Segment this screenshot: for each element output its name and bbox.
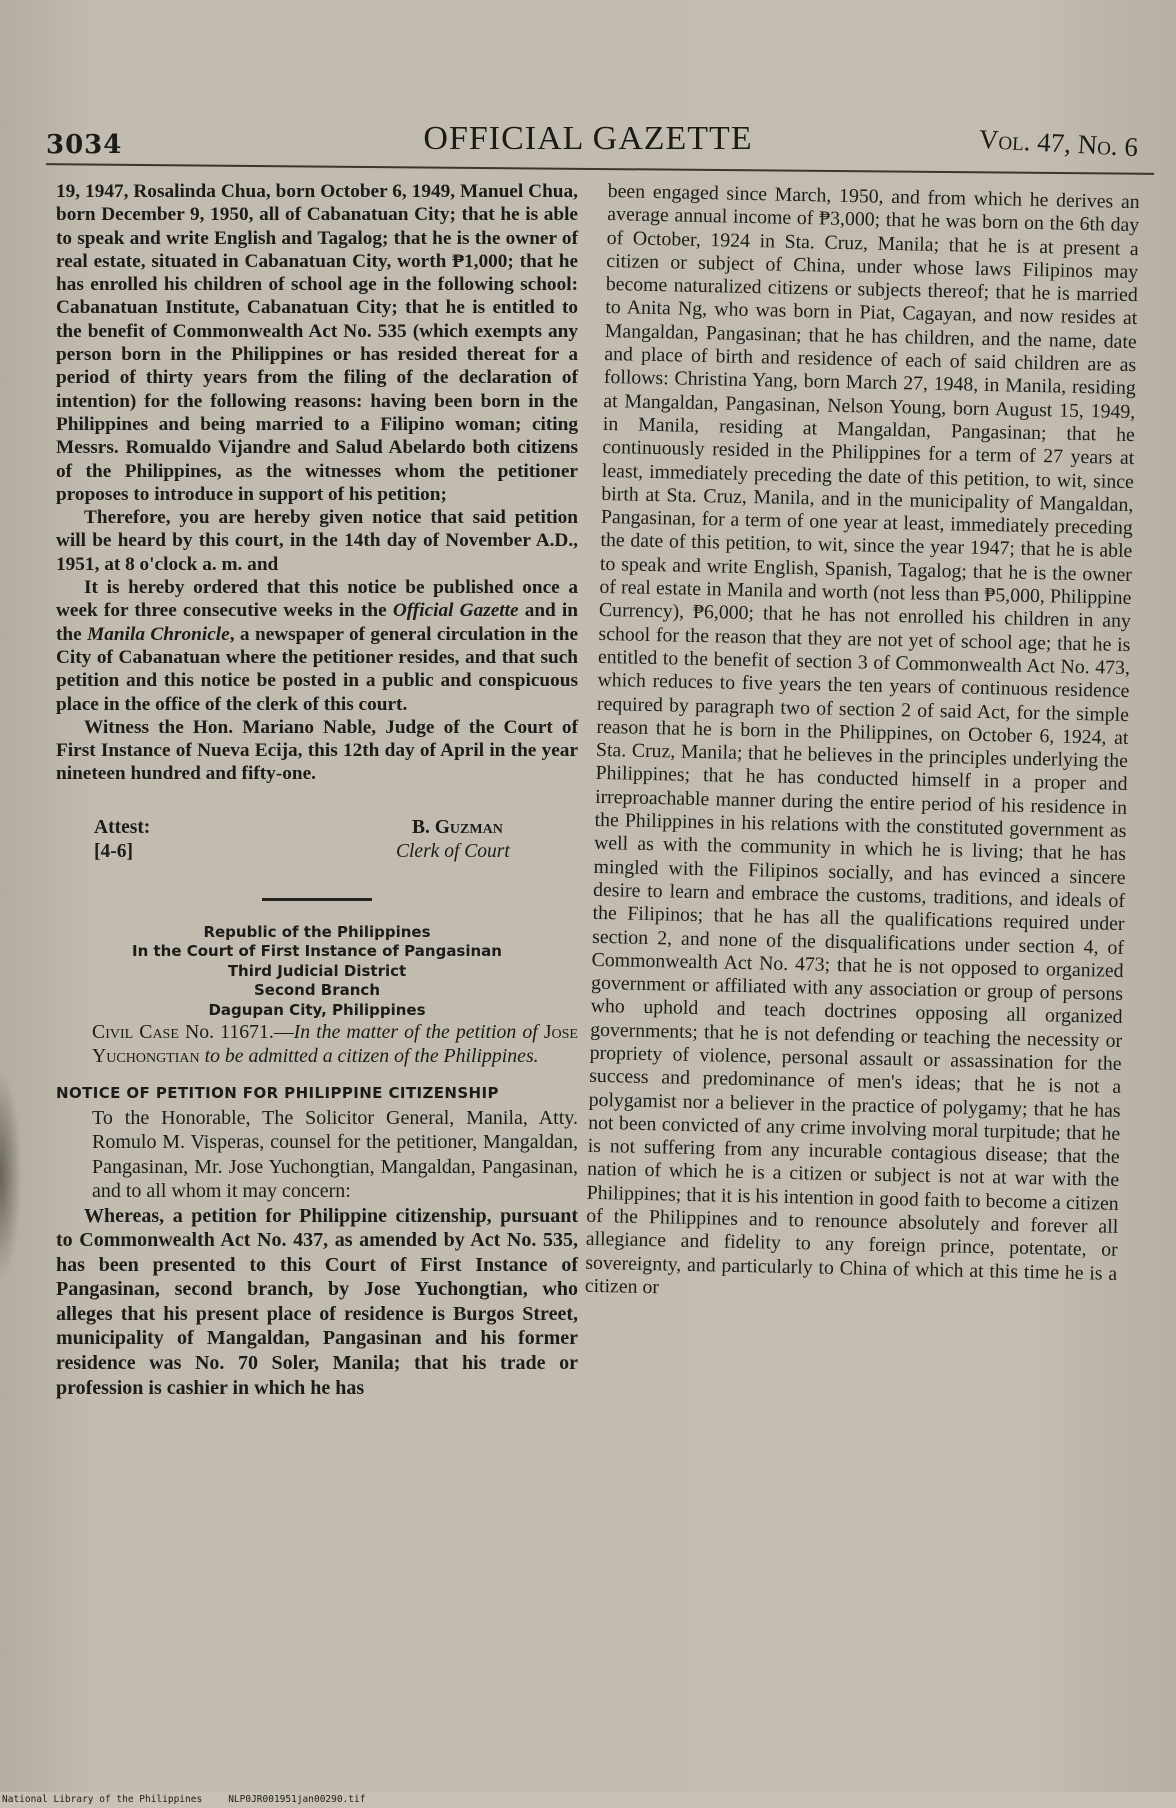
section-divider xyxy=(262,898,372,901)
attest-label: Attest: xyxy=(94,816,151,838)
court-heading xyxy=(56,923,578,1021)
binding-shadow xyxy=(0,1070,22,1280)
left-column xyxy=(56,180,578,1400)
page-number: 3034 xyxy=(46,130,123,160)
petition-paragraph: 19, 1947, Rosalinda Chua, born October 6, 1949, Manuel Chua, born December 9, 1950, all of Cabanatuan City; that he is able to speak and write English and Tagalog; that he is the owner of real estate, situated in Cabanatuan City, worth ₱1,000; that he has enrolled his children of school age in the following school: Cabanatuan Institute, Cabanatuan City; that he is entitled to the benefit of Commonwealth Act No. 535 (which exempts any person born in the Philippines or has resided thereat for a period of thirty years from the filing of the declaration of intention) for the following reasons: having been born in the Philippines and being married to a Filipino woman; citing Messrs. Romualdo Vijandre and Salud Abelardo both citizens of the Philippines, as the witnesses whom the petitioner proposes to introduce in support of his petition; xyxy=(56,181,578,505)
publication-order-paragraph xyxy=(56,576,578,716)
court-heading-line: In the Court of First Instance of Pangasinan xyxy=(132,942,502,961)
official-gazette-italic: Official Gazette xyxy=(392,600,519,622)
case-number: No. 11671.— xyxy=(178,1021,294,1044)
manila-chronicle-italic: Manila Chronicle xyxy=(87,623,230,645)
petitioner-name: Jose Yuchongtian xyxy=(92,1021,578,1068)
library-credit: National Library of the Philippines xyxy=(2,1794,203,1805)
petition-continuation: been engaged since March, 1950, and from which he derives an average annual income of ₱3,000; that he was born on the 6th day of October, 1924 in Sta. Cruz, Manila; that he is at present a citizen or subject of China, under whose laws Filipinos may become naturalized citizens or subjects thereof; that he is married to Anita Ng, who was born in Piat, Cagayan, and now resides at Mangaldan, Pangasinan; that he has children, and the name, date and place of birth and residence of each of said children are as follows: Christina Yang, born March 27, 1948, in Manila, residing at Mangaldan, Pangasinan, Nelson Young, born August 15, 1949, in Manila, residing at Mangaldan, Pangasinan; that he continuously resided in the Philippines for a term of 27 years at least, immediately preceding the date of this petition, to wit, since birth at Sta. Cruz, Manila, and in the municipality of Mangaldan, Pangasinan, for a term of one year at least, immediately preceding the date of this petition, to wit, since the year 1947; that he is able to speak and write English, Spanish, Tagalog; that he is the owner of real estate in Manila and worth (not less than ₱5,000, Philippine Currency), ₱6,000; that he has not enrolled his children in any school for the reason that they are not yet of school age; that he is entitled to the benefit of section 3 of Commonwealth Act No. 473, which reduces to five years the ten years of continuous residence required by paragraph two of section 2 of said Act, for the simple reason that he is born in the Philippines, on October 6, 1924, at Sta. Cruz, Manila; that he believes in the principles underlying the Philippines; that he has conducted himself in a proper and irreproachable manner during the entire period of his residence in the Philippines in his relations with the constituted government as well as with the community in which he is living; that he has mingled with the Filipinos socially, and has evinced a sincere desire to learn and embrace the customs, traditions, and ideals of the Filipinos; that he has all the qualifications required under section 2, and none of the disqualifications under section 4, of Commonwealth Act No. 473; that he is not opposed to organized government or affiliated with any association or group of persons who uphold and teach doctrines opposing all organized governments; that he is not defending or teaching the necessity or propriety of violence, personal assault or assassination for the success and predominance of men's ideas; that he is not a polygamist nor a believer in the practice of polygamy; that he has not been convicted of any crime involving moral turpitude; that he is not suffering from any incurable contagious disease; that the nation of which he is a citizen or subject is not at war with the Philippines; that it is his intention in good faith to become a citizen of the Philippines and to renounce absolutely and forever all allegiance and fidelity to any foreign prince, potentate, or sovereignty, and particularly to China of which at this time he is a citizen or xyxy=(584,180,1140,1299)
notice-address: To the Honorable, The Solicitor General, Manila, Atty. Romulo M. Visperas, counsel for the petitioner, Mangaldan, Pangasinan, Mr. Jose Yuchongtian, Mangaldan, Pangasinan, and to all whom it may concern: xyxy=(92,1106,578,1203)
attest-row xyxy=(56,816,578,840)
issue-reference: [4-6] xyxy=(94,840,133,862)
clerk-title: Clerk of Court xyxy=(396,840,510,862)
order-text-3: , a newspaper of general circulation in the City of Cabanatuan where the petitioner resides, and that such petition and this notice be posted in a public and conspicuous place in the office of the clerk of this court. xyxy=(56,623,578,715)
order-text-2: and in the xyxy=(56,600,579,645)
case-label: Civil Case xyxy=(92,1021,179,1044)
case-title xyxy=(56,1020,578,1068)
court-heading-line: Third Judicial District xyxy=(227,961,407,980)
case-title-text-end: to be admitted a citizen of the Philippines. xyxy=(199,1045,539,1068)
scan-footer xyxy=(0,1792,1176,1808)
hearing-notice-paragraph: Therefore, you are hereby given notice that said petition will be heard by this court, in the 14th day of November A.D., 1951, at 8 o'clock a. m. and xyxy=(56,507,578,575)
witness-paragraph: Witness the Hon. Mariano Nable, Judge of the Court of First Instance of Nueva Ecija, this 12th day of April in the year nineteen hundred and fifty-one. xyxy=(56,716,578,785)
signature-row xyxy=(56,840,578,864)
court-heading-line: Dagupan City, Philippines xyxy=(208,1000,426,1019)
publication-title: OFFICIAL GAZETTE xyxy=(423,120,753,157)
order-text-1: It is hereby ordered that this notice be published once a week for three consecutive weeks in the xyxy=(56,577,578,622)
scan-filename: NLP0JR001951jan00290.tif xyxy=(228,1794,366,1805)
whereas-paragraph: Whereas, a petition for Philippine citizenship, pursuant to Commonwealth Act No. 437, as amended by Act No. 535, has been presented to this Court of First Instance of Pangasinan, second branch, by Jose Yuchongtian, who alleges that his present place of residence is Burgos Street, municipality of Mangaldan, Pangasinan and his former residence was No. 70 Soler, Manila; that his trade or profession is cashier in which he has xyxy=(56,1204,578,1399)
notice-heading: NOTICE OF PETITION FOR PHILIPPINE CITIZENSHIP xyxy=(56,1084,499,1103)
case-title-text: In the matter of the petition of xyxy=(293,1021,544,1044)
court-heading-line: Republic of the Philippines xyxy=(203,922,431,941)
volume-number: Vol. 47, No. 6 xyxy=(978,123,1139,163)
right-column xyxy=(585,180,1140,1309)
clerk-name: B. Guzman xyxy=(412,816,503,838)
page-header xyxy=(36,110,1140,166)
court-heading-line: Second Branch xyxy=(253,981,380,1000)
